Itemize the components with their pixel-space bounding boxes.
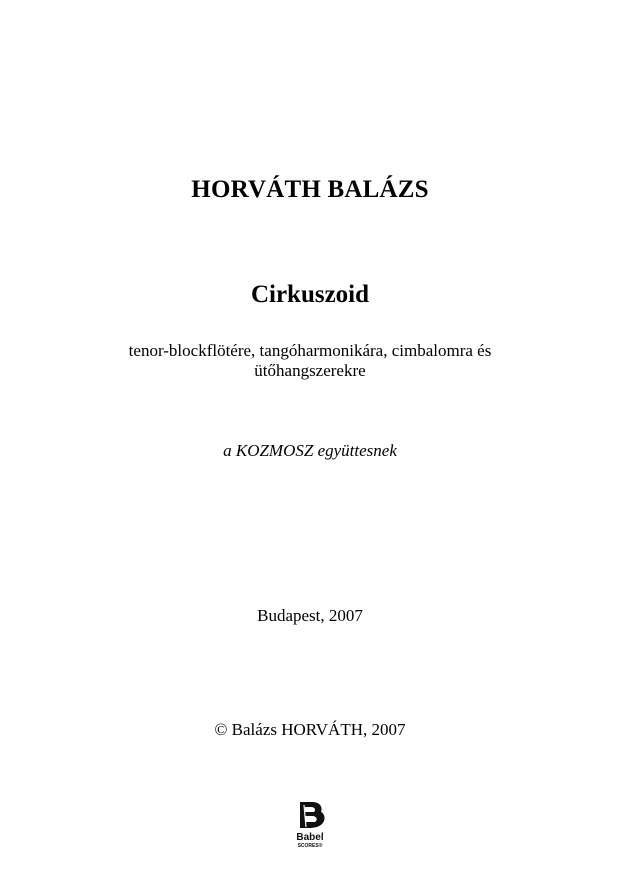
place-date: Budapest, 2007	[257, 606, 363, 625]
babel-logo-icon	[292, 800, 328, 850]
logo-name: Babel	[296, 832, 324, 843]
instrumentation-line-2: ütőhangszerekre	[254, 361, 366, 380]
instrumentation-line-1: tenor-blockflötére, tangóharmonikára, cimbalomra és	[128, 341, 492, 360]
logo-sub: SCORES®	[297, 843, 323, 849]
babel-scores-logo	[292, 800, 328, 850]
composer-name: HORVÁTH BALÁZS	[191, 176, 429, 203]
copyright-notice: © Balázs HORVÁTH, 2007	[214, 720, 406, 739]
dedication: a KOZMOSZ együttesnek	[223, 441, 397, 460]
piece-title: Cirkuszoid	[250, 281, 370, 308]
